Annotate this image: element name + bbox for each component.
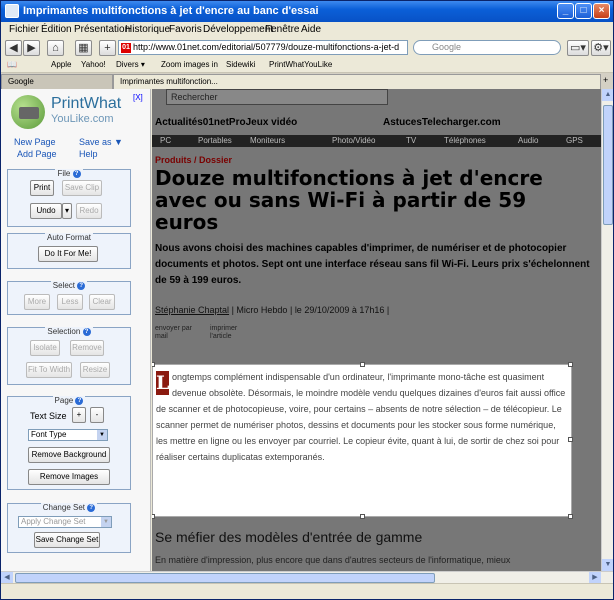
article-byline: Stéphanie Chaptal | Micro Hebdo | le 29/10/2009 à 17h16 | xyxy=(155,305,390,315)
help-icon[interactable]: ? xyxy=(87,504,95,512)
bookmark-yahoo[interactable]: Yahoo! xyxy=(81,60,106,69)
breadcrumb[interactable]: Produits / Dossier xyxy=(155,155,233,165)
bookmark-apple[interactable]: Apple xyxy=(51,60,72,69)
article-source: Micro Hebdo xyxy=(236,305,288,315)
add-page-link[interactable]: Add Page xyxy=(17,149,57,159)
select-less-button[interactable]: Less xyxy=(57,294,83,310)
change-set-panel-title: Change Set ? xyxy=(41,503,98,512)
minimize-button[interactable]: _ xyxy=(557,3,574,19)
scroll-up-icon[interactable]: ▲ xyxy=(602,89,614,101)
article-subheading: Se méfier des modèles d'entrée de gamme xyxy=(155,529,423,545)
add-bookmark-button[interactable]: + xyxy=(99,40,116,56)
chevron-down-icon: ▼ xyxy=(97,430,107,440)
menu-fenetre[interactable]: Fenêtre xyxy=(265,24,300,35)
window-title: Imprimantes multifonctions à jet d'encre au banc d'essai xyxy=(23,5,319,17)
scroll-right-icon[interactable]: ▶ xyxy=(589,572,601,584)
category-moniteurs[interactable]: Moniteurs xyxy=(250,136,286,145)
change-set-panel xyxy=(7,503,131,553)
email-article-link[interactable]: envoyer par mail xyxy=(155,325,192,340)
bookmark-zoom-images[interactable]: Zoom images in xyxy=(161,60,218,69)
scroll-down-icon[interactable]: ▼ xyxy=(602,559,614,571)
resize-handle[interactable] xyxy=(360,514,365,519)
category-audio[interactable]: Audio xyxy=(518,136,539,145)
menu-edition[interactable]: Édition xyxy=(41,24,72,35)
top-sites-button[interactable]: ▦ xyxy=(75,40,92,56)
logo-text-top: PrintWhat xyxy=(51,95,122,112)
menu-aide[interactable]: Aide xyxy=(301,24,322,35)
print-article-link[interactable]: imprimer l'article xyxy=(210,325,238,340)
category-tv[interactable]: TV xyxy=(406,136,417,145)
title-bar xyxy=(1,1,613,22)
vertical-scrollbar[interactable] xyxy=(601,89,613,571)
url-text: http://www.01net.com/editorial/507779/douze-multifonctions-a-jet-d xyxy=(133,42,400,52)
help-icon[interactable]: ? xyxy=(77,282,85,290)
select-more-button[interactable]: More xyxy=(24,294,50,310)
article-paragraph: En matière d'impression, plus encore que dans d'autres secteurs de l'informatique, mieux xyxy=(155,555,511,565)
file-panel xyxy=(7,169,131,227)
tab-google[interactable]: Google xyxy=(1,74,113,89)
help-link[interactable]: Help xyxy=(79,149,98,159)
address-bar[interactable] xyxy=(118,40,408,55)
help-icon[interactable]: ? xyxy=(83,328,91,336)
remove-button[interactable]: Remove xyxy=(70,340,104,356)
undo-dropdown-button[interactable]: ▾ xyxy=(62,203,72,219)
printwhatyoulike-sidebar xyxy=(1,89,151,571)
help-icon[interactable]: ? xyxy=(73,170,81,178)
resize-handle[interactable] xyxy=(568,514,573,519)
menu-historique[interactable]: Historique xyxy=(125,24,171,35)
chevron-down-icon: ▼ xyxy=(101,517,111,527)
sidebar-close-link[interactable]: [X] xyxy=(133,93,143,102)
resize-handle[interactable] xyxy=(152,514,155,519)
resize-handle[interactable] xyxy=(568,437,573,442)
select-panel-title: Select ? xyxy=(51,281,87,290)
file-panel-title: File ? xyxy=(55,169,82,178)
navigation-toolbar xyxy=(1,38,613,58)
menu-presentation[interactable]: Présentation xyxy=(74,24,131,35)
text-size-decrease-button[interactable]: - xyxy=(90,407,104,423)
selected-article-body[interactable] xyxy=(152,364,572,517)
auto-format-panel xyxy=(7,233,131,269)
resize-button[interactable]: Resize xyxy=(80,362,110,378)
resize-handle[interactable] xyxy=(152,362,155,367)
forward-button[interactable]: ▶ xyxy=(23,40,40,56)
category-photo-video[interactable]: Photo/Vidéo xyxy=(332,136,376,145)
browser-icon xyxy=(5,4,19,18)
web-page-content xyxy=(152,89,601,571)
menu-developpement[interactable]: Développement xyxy=(203,24,274,35)
category-gps[interactable]: GPS xyxy=(566,136,583,145)
bookmark-printwhatyoulike[interactable]: PrintWhatYouLike xyxy=(269,60,333,69)
font-type-select[interactable] xyxy=(28,429,108,441)
resize-handle[interactable] xyxy=(568,362,573,367)
bookmarks-bar xyxy=(1,58,613,73)
article-body-text: ongtemps complément indispensable d'un ordinateur, l'imprimante mono-tâche est quasiment devenue obsolète. Désormais, le moindre modèle vendu quelques dizaines d'euros fait aussi office de scanner et de photocopieuse, voire, pour certains – absents de notre sélection – de télécopieur. Le scanner permet de numériser photos, dessins et documents pour les stocker sous forme numérique, les mettre en ligne ou les envoyer par courriel. Le copieur évite, quant à lui, de sortir de chez soi pour réaliser certains duplicatas extemporanés. xyxy=(156,372,566,462)
close-button[interactable]: × xyxy=(593,3,610,19)
bookmark-sidewiki[interactable]: Sidewiki xyxy=(226,60,256,69)
home-button[interactable]: ⌂ xyxy=(47,40,64,56)
site-top-links[interactable]: Actualités01netProJeux vidéo xyxy=(155,117,298,128)
scroll-left-icon[interactable]: ◀ xyxy=(1,572,13,584)
tab-imprimantes[interactable]: Imprimantes multifonction... xyxy=(113,74,601,89)
remove-images-button[interactable]: Remove Images xyxy=(28,469,110,485)
menu-fichier[interactable]: Fichier xyxy=(9,24,40,35)
isolate-button[interactable]: Isolate xyxy=(30,340,60,356)
page-menu-button[interactable]: ▭▾ xyxy=(567,40,589,56)
horizontal-scrollbar[interactable] xyxy=(1,571,613,583)
save-as-link[interactable]: Save as ▼ xyxy=(79,137,123,147)
apply-change-set-value: Apply Change Set xyxy=(21,517,86,526)
select-panel xyxy=(7,281,131,315)
article-date: le 29/10/2009 à 17h16 xyxy=(294,305,385,315)
bookmark-icon[interactable]: 📖 xyxy=(7,60,17,69)
vertical-scroll-thumb[interactable] xyxy=(603,105,613,225)
print-button[interactable]: Print xyxy=(30,180,54,196)
settings-menu-button[interactable]: ⚙▾ xyxy=(591,40,611,56)
save-clip-button[interactable]: Save Clip xyxy=(62,180,102,196)
remove-background-button[interactable]: Remove Background xyxy=(28,447,110,463)
help-icon[interactable]: ? xyxy=(75,397,83,405)
logo-text-bottom: YouLike.com xyxy=(51,113,114,125)
back-button[interactable]: ◀ xyxy=(5,40,22,56)
printer-icon xyxy=(19,107,39,119)
printwhatyoulike-logo xyxy=(11,93,131,133)
article-headline: Douze multifonctions à jet d'encre avec ou sans Wi-Fi à partir de 59 euros xyxy=(155,166,543,234)
text-size-label: Text Size xyxy=(30,411,67,421)
site-search-input[interactable]: Rechercher xyxy=(166,89,388,105)
category-telephones[interactable]: Téléphones xyxy=(444,136,486,145)
menu-favoris[interactable]: Favoris xyxy=(169,24,202,35)
selection-panel-title: Selection ? xyxy=(45,327,92,336)
undo-button[interactable]: Undo xyxy=(30,203,62,219)
search-placeholder: Google xyxy=(432,42,462,52)
selection-panel xyxy=(7,327,131,385)
fit-to-width-button[interactable]: Fit To Width xyxy=(26,362,72,378)
site-top-links-right[interactable]: AstucesTelecharger.com xyxy=(383,117,501,128)
site-favicon: 01 xyxy=(122,44,130,51)
maximize-button[interactable]: □ xyxy=(575,3,592,19)
category-nav xyxy=(152,135,601,147)
author-link[interactable]: Stéphanie Chaptal xyxy=(155,305,230,315)
select-clear-button[interactable]: Clear xyxy=(89,294,115,310)
drop-cap: L xyxy=(156,372,170,394)
tab-bar xyxy=(1,73,613,89)
new-page-link[interactable]: New Page xyxy=(14,137,56,147)
apply-change-set-select[interactable] xyxy=(18,516,112,528)
new-tab-icon[interactable]: + xyxy=(603,75,609,85)
resize-handle[interactable] xyxy=(360,362,365,367)
do-it-for-me-button[interactable]: Do It For Me! xyxy=(38,246,98,262)
page-panel-title: Page ? xyxy=(53,396,86,405)
page-panel xyxy=(7,396,131,490)
font-type-value: Font Type xyxy=(31,430,67,439)
search-field[interactable] xyxy=(413,40,561,55)
redo-button[interactable]: Redo xyxy=(76,203,102,219)
menu-bar xyxy=(1,22,613,38)
bookmark-divers[interactable]: Divers ▾ xyxy=(116,60,145,69)
auto-format-panel-title: Auto Format xyxy=(46,233,91,242)
article-lead: Nous avons choisi des machines capables d'imprimer, de numériser et de photocopier documents et photos. Sept ont une interface réseau sans fil Wi-Fi. Leurs prix s'échelonnent de 59 à 199 euros. xyxy=(155,243,590,286)
category-pc[interactable]: PC xyxy=(160,136,172,145)
status-bar xyxy=(1,583,613,599)
text-size-increase-button[interactable]: + xyxy=(72,407,86,423)
category-portables[interactable]: Portables xyxy=(198,136,232,145)
save-change-set-button[interactable]: Save Change Set xyxy=(34,532,100,548)
horizontal-scroll-thumb[interactable] xyxy=(15,573,435,583)
